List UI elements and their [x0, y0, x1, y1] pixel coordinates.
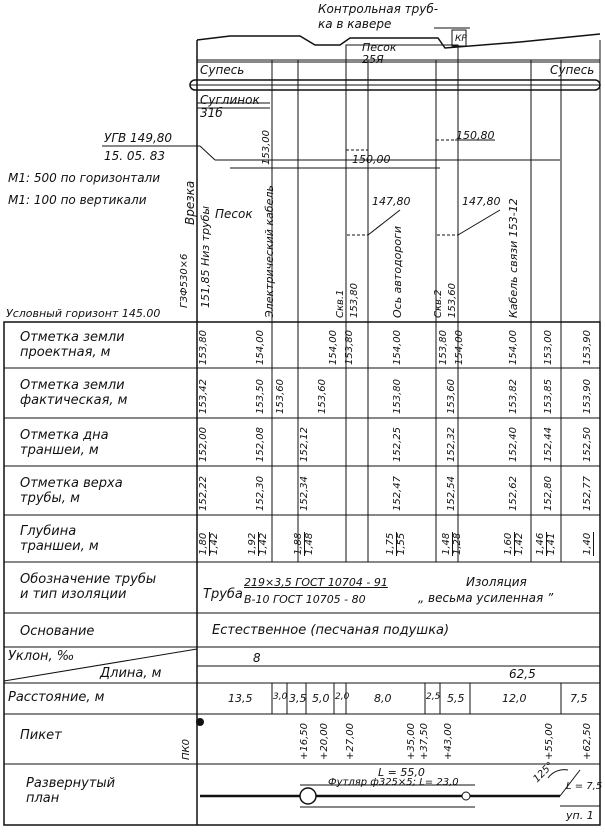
actual-value: 153,60: [275, 379, 286, 414]
pipe-spec-bottom: В-10 ГОСТ 10705 - 80: [244, 593, 366, 606]
distance-value: 3,5: [289, 692, 307, 705]
ugv-date: 15. 05. 83: [104, 149, 166, 163]
picket-value: +35,00: [406, 722, 417, 760]
elev-150-80: 150,80: [456, 129, 495, 142]
depth-value: 1,75 1,55: [385, 532, 407, 555]
row-trench-bottom: Отметка дна траншеи, м: [20, 428, 109, 458]
depth-value: 1,80 1,42: [198, 532, 220, 555]
distance-value: 12,0: [502, 692, 527, 705]
row-picket: Пикет: [20, 728, 62, 743]
insulation-type: „ весьма усиленная ”: [418, 591, 554, 605]
top-value: 152,77: [582, 476, 593, 511]
top-value: 152,34: [299, 476, 310, 511]
row-distance: Расстояние, м: [8, 690, 105, 705]
picket-value: +20,00: [319, 722, 330, 760]
vrezka-label: Врезка: [183, 180, 197, 225]
scale-vertical: М1: 100 по вертикали: [8, 193, 147, 207]
actual-value: 153,50: [255, 379, 266, 414]
depth-value: 1,40: [582, 532, 593, 555]
row-base: Основание: [20, 624, 95, 639]
row-pipe-top: Отметка верха трубы, м: [20, 476, 123, 506]
supes-left-label: Супесь: [200, 63, 245, 77]
design-value: 153,90: [582, 330, 593, 365]
distance-value: 2,0: [335, 692, 350, 702]
picket-value: +27,00: [345, 722, 356, 760]
suglinok-label: Суглинок 31б: [200, 93, 260, 120]
elev-150: 150,00: [352, 153, 391, 166]
picket-value: +43,00: [443, 722, 454, 760]
picket-value: +37,50: [419, 722, 430, 760]
insulation-title: Изоляция: [466, 575, 527, 589]
row-trench-depth: Глубина траншеи, м: [20, 524, 99, 554]
plan-total-length: L = 55,0: [378, 766, 425, 779]
design-value: 153,80: [198, 330, 209, 365]
distance-value: 13,5: [228, 692, 253, 705]
elev-147-80-b: 147,80: [462, 195, 501, 208]
design-value: 154,00: [508, 330, 519, 365]
length-value: 62,5: [509, 667, 536, 681]
skv1-label: Скв.1: [335, 289, 346, 318]
comm-cable-label: Кабель связи 153-12: [507, 198, 520, 318]
actual-value: 153,85: [543, 379, 554, 414]
depth-value: 1,88 1,48: [293, 532, 315, 555]
distance-value: 2,5: [426, 692, 441, 702]
bottom-value: 152,40: [508, 427, 519, 462]
pesok-label: Песок: [215, 207, 253, 221]
base-text: Естественное (песчаная подушка): [212, 623, 450, 638]
road-axis-label: Ось автодороги: [391, 225, 404, 318]
distance-value: 5,0: [312, 692, 330, 705]
design-value: 153,00: [543, 330, 554, 365]
actual-value: 153,60: [317, 379, 328, 414]
design-value: 154,00: [255, 330, 266, 365]
control-pipe-label: Контрольная труб- ка в кавере: [318, 2, 439, 31]
top-value: 152,47: [392, 476, 403, 511]
actual-value: 153,82: [508, 379, 519, 414]
scale-horizontal: М1: 500 по горизонтали: [8, 171, 161, 185]
el-cable-label: Электрический кабель: [263, 185, 276, 318]
design-value: 154,00: [454, 330, 465, 365]
distance-value: 5,5: [447, 692, 465, 705]
top-value: 152,22: [198, 476, 209, 511]
picket-value: ПК0: [181, 739, 192, 760]
actual-value: 153,60: [446, 379, 457, 414]
plan-corner: уп. 1: [566, 809, 594, 822]
elev-147-80-a: 147,80: [372, 195, 411, 208]
row-length: Длина, м: [100, 666, 162, 681]
skv2-elev: 153,60: [447, 283, 458, 318]
picket-value: +16,50: [299, 722, 310, 760]
pipe-spec-label: ГЗФ530×6: [179, 253, 190, 308]
supes-right-label: Супесь: [550, 63, 595, 77]
datum-label: Условный горизонт 145.00: [6, 307, 161, 320]
top-value: 152,54: [446, 476, 457, 511]
top-value: 152,30: [255, 476, 266, 511]
bottom-value: 152,44: [543, 427, 554, 462]
sand-layer-label: Песок 25Я: [362, 41, 397, 66]
bottom-value: 152,32: [446, 427, 457, 462]
row-slope: Уклон, ‰: [8, 649, 75, 664]
row-plan: Развернутый план: [26, 776, 116, 806]
plan-end-length: L = 7,5: [566, 781, 603, 792]
el-cable-elev: 153,00: [261, 130, 272, 165]
pipe-word: Труба: [203, 587, 243, 602]
distance-value: 3,0: [273, 692, 288, 702]
design-value: 154,00: [328, 330, 339, 365]
pk0-marker: [196, 718, 204, 726]
skv2-label: Скв.2: [433, 289, 444, 318]
depth-value: 1,46 1,41: [535, 532, 557, 555]
bottom-value: 152,12: [299, 427, 310, 462]
ugv-label: УГВ 149,80: [104, 131, 173, 145]
design-value: 154,00: [392, 330, 403, 365]
depth-value: 1,48 1,28: [441, 532, 463, 555]
actual-value: 153,42: [198, 379, 209, 414]
plan-angle: 125°: [531, 760, 557, 786]
design-value: 153,80: [438, 330, 449, 365]
design-value: 153,80: [344, 330, 355, 365]
bottom-value: 152,25: [392, 427, 403, 462]
slope-value: 8: [253, 651, 261, 665]
bottom-value: 152,00: [198, 427, 209, 462]
row-pipe-designation: Обозначение трубы и тип изоляции: [20, 572, 157, 602]
pipe-spec-top: 219×3,5 ГОСТ 10704 - 91: [244, 576, 388, 589]
skv1-elev: 153,80: [349, 283, 360, 318]
distance-value: 8,0: [374, 692, 392, 705]
kp-label: КР: [455, 34, 467, 44]
bottom-value: 152,08: [255, 427, 266, 462]
depth-value: 1,60 1,42: [503, 532, 525, 555]
actual-value: 153,80: [392, 379, 403, 414]
top-value: 152,80: [543, 476, 554, 511]
bottom-pipe-label: 151,85 Низ трубы: [199, 205, 212, 308]
picket-value: +62,50: [582, 722, 593, 760]
picket-value: +55,00: [544, 722, 555, 760]
bottom-value: 152,50: [582, 427, 593, 462]
top-value: 152,62: [508, 476, 519, 511]
row-design-ground: Отметка земли проектная, м: [20, 330, 125, 360]
actual-value: 153,90: [582, 379, 593, 414]
depth-value: 1,92 1,42: [247, 532, 269, 555]
distance-value: 7,5: [570, 692, 588, 705]
plan-sleeve: Футляр ф325×5; L= 23,0: [328, 777, 459, 788]
row-actual-ground: Отметка земли фактическая, м: [20, 378, 128, 408]
